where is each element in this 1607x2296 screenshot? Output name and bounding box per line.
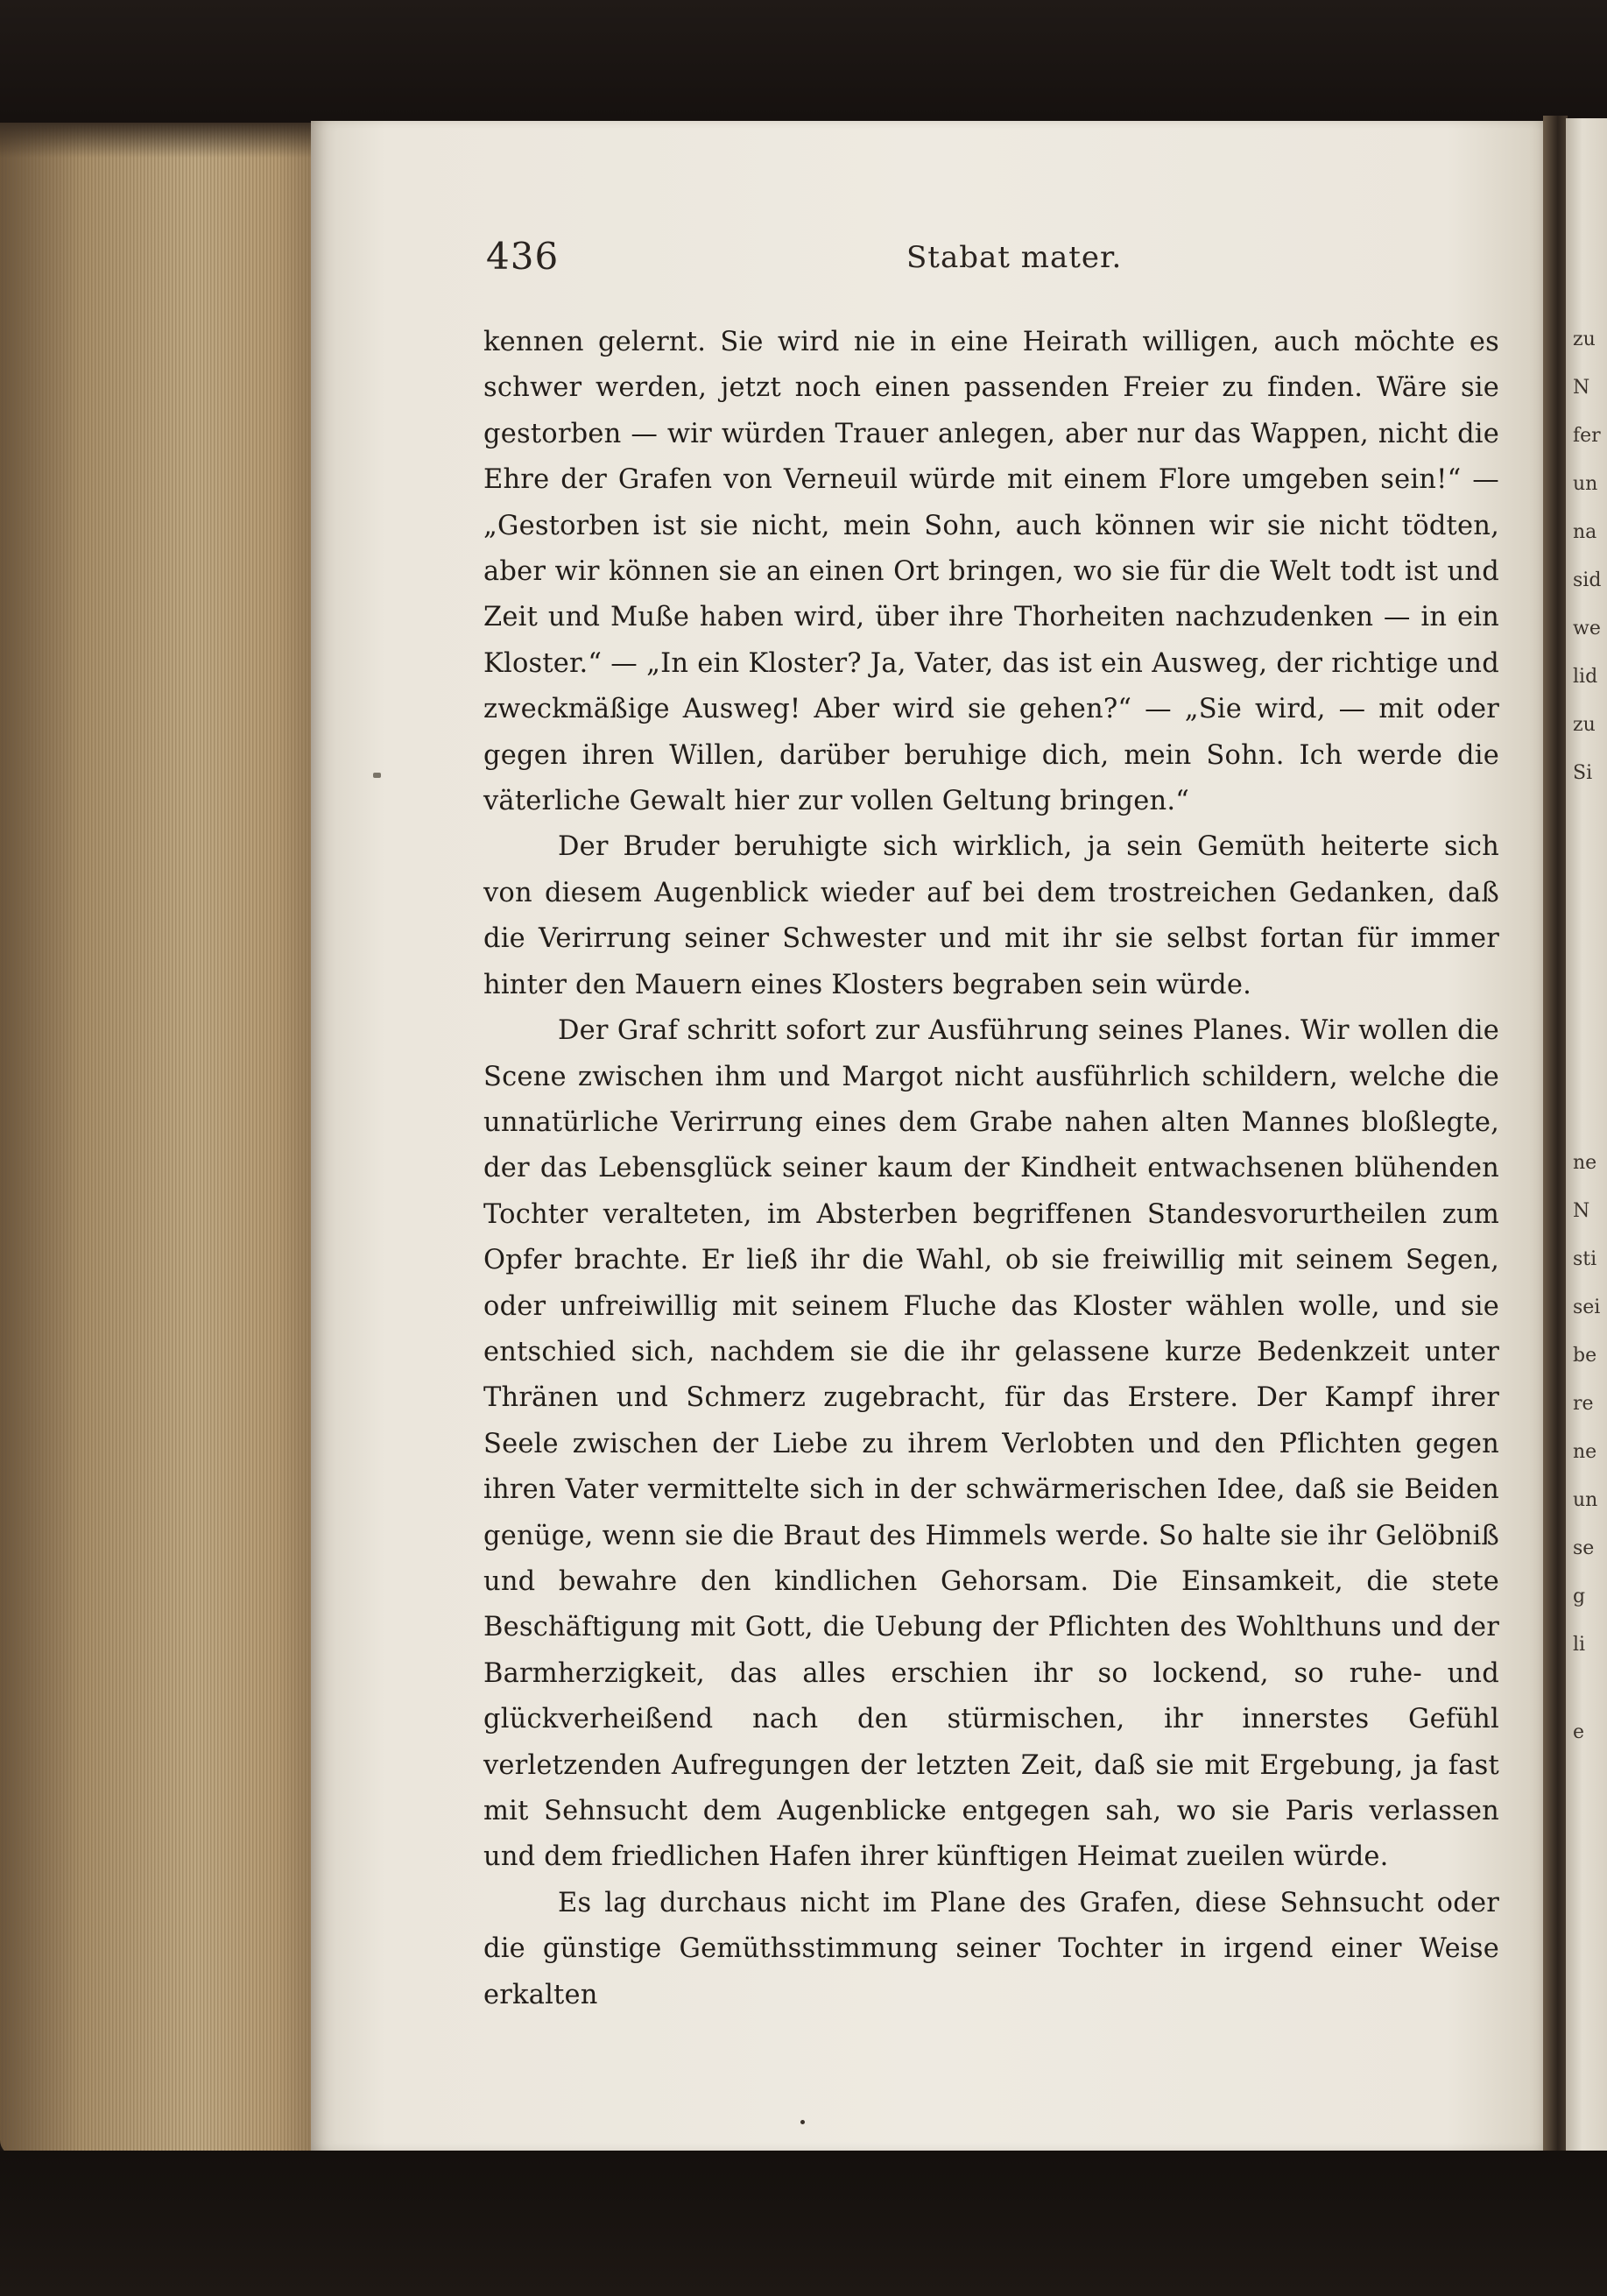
page-header bbox=[486, 235, 1454, 287]
adjacent-page-fragment: un bbox=[1573, 1489, 1598, 1511]
adjacent-page-fragment: sei bbox=[1573, 1296, 1601, 1318]
adjacent-page-fragment: un bbox=[1573, 473, 1598, 495]
adjacent-page-sliver bbox=[1566, 118, 1607, 2151]
adjacent-page-fragment: zu bbox=[1573, 329, 1596, 350]
page-block-edges bbox=[0, 123, 326, 2156]
adjacent-page-fragment: e bbox=[1573, 1721, 1585, 1743]
adjacent-page-fragment: N bbox=[1573, 377, 1590, 399]
adjacent-page-fragment: fer bbox=[1573, 425, 1601, 447]
adjacent-page-fragment: li bbox=[1573, 1634, 1586, 1656]
adjacent-page-fragment: ne bbox=[1573, 1152, 1597, 1174]
adjacent-page-fragment: g bbox=[1573, 1586, 1586, 1607]
adjacent-page-fragment: sti bbox=[1573, 1248, 1597, 1270]
paragraph: Der Graf schritt sofort zur Ausführung seines Planes. Wir wollen die Scene zwischen ihm und Margot nicht ausführlich schildern, welche die unnatürliche Verirrung eines dem Grabe nahen alten Mannes bloßlegte, der das Lebensglück seiner kaum der Kindheit entwachsenen blühenden Tochter veralteten, im Absterben begriffenen Standesvorurtheilen zum Opfer brachte. Er ließ ihr die Wahl, ob sie freiwillig mit seinem Segen, oder unfreiwillig mit seinem Fluche das Kloster wählen wolle, und sie entschied sich, nachdem sie die ihr gelassene kurze Bedenkzeit unter Thränen und Schmerz zugebracht, für das Erstere. Der Kampf ihrer Seele zwischen der Liebe zu ihrem Verlobten und den Pflichten gegen ihren Vater vermittelte sich in der schwärmerischen Idee, daß sie Beiden genüge, wenn sie die Braut des Himmels werde. So halte sie ihr Gelöbniß und bewahre den kindlichen Gehorsam. Die Einsamkeit, die stete Beschäftigung mit Gott, die Uebung der Pflichten des Wohlthuns und der Barmherzigkeit, das alles erschien ihr so lockend, so ruhe- und glückverheißend nach den stürmischen, ihr innerstes Gefühl verletzenden Aufregungen der letzten Zeit, daß sie mit Ergebung, ja fast mit Sehnsucht dem Augenblicke entgegen sah, wo sie Paris verlassen und dem friedlichen Hafen ihrer künftigen Heimat zueilen würde. bbox=[483, 1015, 1499, 1873]
adjacent-page-fragment: re bbox=[1573, 1393, 1594, 1415]
adjacent-page-fragment: se bbox=[1573, 1537, 1595, 1559]
backdrop-top bbox=[0, 0, 1607, 131]
running-head: Stabat mater. bbox=[906, 240, 1123, 275]
paragraph: Es lag durchaus nicht im Plane des Grafen, diese Sehnsucht oder die günstige Gemüthsstimmung seiner Tochter in irgend einer Weise erkalten bbox=[483, 1887, 1499, 2010]
adjacent-page-fragment: Si bbox=[1573, 762, 1593, 784]
adjacent-page-fragment: sid bbox=[1573, 569, 1602, 591]
adjacent-page-fragment: be bbox=[1573, 1345, 1597, 1367]
backdrop-bottom bbox=[0, 2151, 1607, 2296]
adjacent-page-fragment: we bbox=[1573, 618, 1601, 639]
adjacent-page-fragment: zu bbox=[1573, 714, 1596, 736]
page-speck bbox=[373, 773, 381, 778]
body-text bbox=[483, 320, 1499, 2018]
adjacent-page-fragment: N bbox=[1573, 1200, 1590, 1222]
paragraph: Der Bruder beruhigte sich wirklich, ja sein Gemüth heiterte sich von diesem Augenblick wieder auf bei dem trostreichen Gedanken, daß die Verirrung seiner Schwester und mit ihr sie selbst fortan für immer hinter den Mauern eines Klosters begraben sein würde. bbox=[483, 831, 1499, 1000]
page-dot bbox=[800, 2120, 805, 2124]
adjacent-page-fragment: ne bbox=[1573, 1441, 1597, 1463]
page-number: 436 bbox=[486, 235, 560, 278]
paragraph: kennen gelernt. Sie wird nie in eine Heirath willigen, auch möchte es schwer werden, jetzt noch einen passenden Freier zu finden. Wäre sie gestorben — wir würden Trauer anlegen, aber nur das Wappen, nicht die Ehre der Grafen von Verneuil würde mit einem Flore umgeben sein!“ — „Gestorben ist sie nicht, mein Sohn, auch können wir sie nicht tödten, aber wir können sie an einen Ort bringen, wo sie für die Welt todt ist und Zeit und Muße haben wird, über ihre Thorheiten nachzudenken — in ein Kloster.“ — „In ein Kloster? Ja, Vater, das ist ein Ausweg, der richtige und zweckmäßige Ausweg! Aber wird sie gehen?“ — „Sie wird, — mit oder gegen ihren Willen, darüber beruhige dich, mein Sohn. Ich werde die väterliche Gewalt hier zur vollen Geltung bringen.“ bbox=[483, 327, 1499, 817]
adjacent-page-fragment: na bbox=[1573, 521, 1597, 543]
adjacent-page-fragment: lid bbox=[1573, 666, 1598, 688]
book-gutter bbox=[1543, 116, 1568, 2157]
